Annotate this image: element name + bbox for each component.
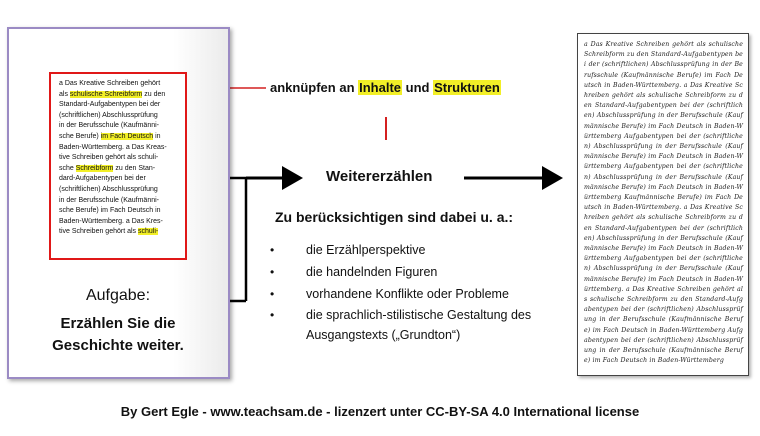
link-note-prefix: anknüpfen an xyxy=(270,80,359,95)
consider-item-text: die Erzählperspektive xyxy=(306,243,426,257)
link-note-content: Inhalte xyxy=(359,80,402,95)
bullet-icon: • xyxy=(270,287,275,301)
bullet-icon: • xyxy=(270,308,275,322)
consider-heading: Zu berücksichtigen sind dabei u. a.: xyxy=(275,209,514,225)
consider-item-text: vorhandene Konflikte oder Probleme xyxy=(306,287,509,301)
retell-title: Weitererzählen xyxy=(326,168,433,185)
result-page xyxy=(577,33,749,376)
source-text-segment: zu den Stan- dard-Aufgabentypen bei der (schriftlichen) Abschlussprüfung in der Berufsschule (Kaufmänni- sche Berufe) im Fach Deutsch in Baden-Württemberg. a Das Kres- tive Schreiben gehört als xyxy=(59,164,163,236)
consider-item xyxy=(264,305,576,345)
credit-line: By Gert Egle - www.teachsam.de - lizenzert unter CC-BY-SA 4.0 International license xyxy=(120,404,640,419)
source-text xyxy=(59,79,179,238)
consider-item xyxy=(264,283,576,305)
source-text-highlight: schulische Schreibform xyxy=(69,90,143,98)
consider-item xyxy=(264,261,576,283)
result-text: a Das Kreative Schreiben gehört als schulische Schreibform zu den Standard-Aufgabentypen bei der (schriftlichen) Abschlussprüfung in der Berufsschule (Kaufmännische Berufe) im Fach Deutsch in Baden-Württemberg. a Das Kreative Schreiben gehört als schulische Schreibform zu den Standard-Aufgabentypen bei der (schriftlichen) Abschlussprüfung in der Berufsschule (Kaufmännische Berufe) im Fach Deutsch in Baden-Württemberg Aufgabentypen bei der (schriftlichen) Abschlussprüfung in der Berufsschule (Kaufmännische Berufe) im Fach Deutsch in Baden-Württemberg Aufgabentypen bei der (schriftlichen) Abschlussprüfung in der Berufsschule (Kaufmännische Berufe) im Fach Deutsch in Baden-Württemberg Kaufmännische Berufe) im Fach Deutsch in Baden-Württemberg. a Das Kreative Schreiben gehört als schulische Schreibform zu den Standard-Aufgabentypen bei der (schriftlichen) Abschlussprüfung in der Berufsschule (Kaufmännische Berufe) im Fach Deutsch in Baden-Württemberg Aufgabentypen bei der (schriftlichen) Abschlussprüfung in der Berufsschule (Kaufmännische Berufe) im Fach Deutsch in Baden-Württemberg. a Das Kreative Schreiben gehört als schulische Schreibform zu den Standard-Aufgabentypen bei der (schriftlichen) Abschlussprüfung in der Berufsschule (Kaufmännische Berufe) im Fach Deutsch in Baden-Württemberg Aufgabentypen bei der (schriftlichen) Abschlussprüfung in der Berufsschule (Kaufmännische Berufe) im Fach Deutsch in Baden-Württemberg xyxy=(584,41,743,365)
bullet-icon: • xyxy=(270,265,275,279)
consider-item-text: die sprachlich-stilistische Gestaltung des Ausgangstexts („Grundton“) xyxy=(306,308,532,342)
source-text-segment: zu den Standard-Aufgabentypen bei der (schriftlichen) Abschlussprüfung in der Berufsschule (Kaufmänni- sche Berufe) xyxy=(59,90,166,140)
source-text-segment: a Das Kreative Schreiben gehört als xyxy=(59,80,161,98)
bullet-icon: • xyxy=(270,243,275,257)
source-text-segment: in Baden-Württemberg. a Das Kreas- tive Schreiben gehört als schuli- sche xyxy=(59,132,167,172)
consider-list xyxy=(264,239,576,345)
task-instruction xyxy=(8,313,228,357)
consider-item-text: die handelnden Figuren xyxy=(306,265,438,279)
task-instruction-line-2: Geschichte weiter. xyxy=(52,337,184,354)
source-text-highlight: im Fach Deutsch xyxy=(100,132,154,140)
consider-item xyxy=(264,239,576,261)
task-label: Aufgabe: xyxy=(85,287,151,304)
link-note-structures: Strukturen xyxy=(434,80,500,95)
source-text-box xyxy=(49,72,187,260)
source-text-highlight: Schreibform xyxy=(75,164,114,172)
task-instruction-line-1: Erzählen Sie die xyxy=(60,315,176,332)
source-text-highlight: schuli- xyxy=(138,228,159,236)
link-note-middle: und xyxy=(402,80,434,95)
link-note xyxy=(270,80,501,95)
